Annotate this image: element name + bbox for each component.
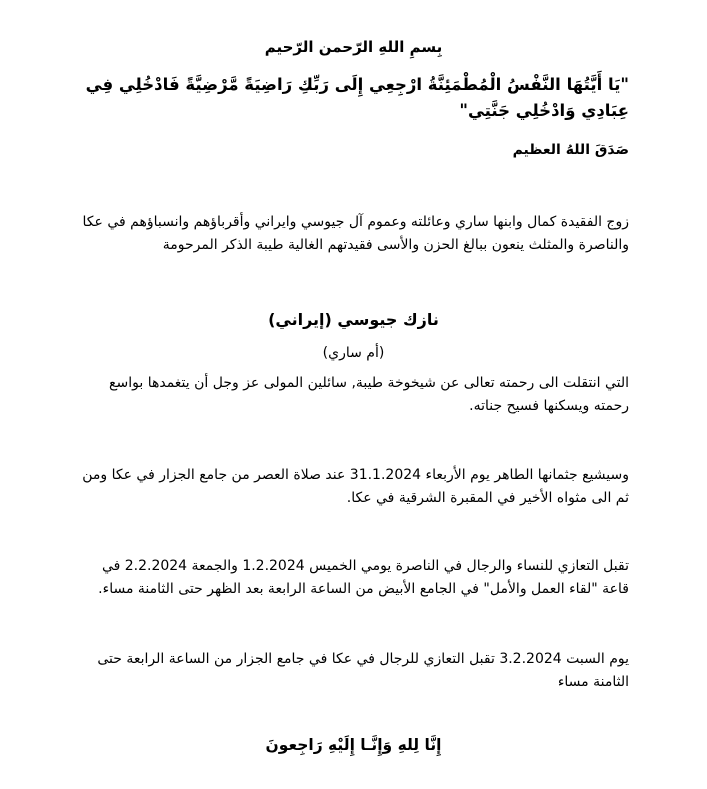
basmala: بِسمِ اللهِ الرّحمن الرّحيم — [264, 38, 443, 56]
announcement-paragraph: زوج الفقيدة كمال وابنها ساري وعائلته وعموم آل جيوسي وايراني وأقرباؤهم وانسباؤهم في عكا والناصرة والمثلث ينعون ببالغ الحزن والأسى فقيدتهم الغالية طيبة الذكر المرحومة — [82, 214, 629, 253]
funeral-paragraph: وسيشيع جثمانها الطاهر يوم الأربعاء 31.1.2024 عند صلاة العصر من جامع الجزار في عكا ومن ثم الى مثواه الأخير في المقبرة الشرقية في عكا. — [82, 467, 629, 506]
deceased-name: نازك جيوسي (إيراني) — [268, 310, 439, 329]
condolences-nazareth-paragraph: تقبل التعازي للنساء والرجال في الناصرة يومي الخميس 1.2.2024 والجمعة 2.2.2024 في قاعة "لقاء العمل والأمل" في الجامع الأبيض من الساعة الرابعة بعد الظهر حتى الثامنة مساء. — [98, 558, 629, 597]
quran-verse: "يَا أَيَّتُهَا النَّفْسُ الْمُطْمَئِنَّةُ ارْجِعِي إِلَى رَبِّكِ رَاضِيَةً مَّرْضِيَّةً فَادْخُلِي فِي عِبَادِي وَادْخُلِي جَنَّتِي" — [85, 75, 629, 120]
sadaq-allah: صَدَقَ اللهُ العظيم — [512, 142, 629, 158]
passing-paragraph: التي انتقلت الى رحمته تعالى عن شيخوخة طيبة, سائلين المولى عز وجل أن يتغمدها بواسع رحمته ويسكنها فسيح جناته. — [109, 375, 629, 414]
condolences-akko-paragraph: يوم السبت 3.2.2024 تقبل التعازي للرجال في عكا في جامع الجزار من الساعة الرابعة حتى الثامنة مساء — [97, 651, 629, 690]
closing-verse: إِنَّا لِلهِ وَإِنَّـا إِلَيْهِ رَاجِعونَ — [265, 736, 442, 754]
deceased-kunya: (أم ساري) — [322, 345, 385, 361]
